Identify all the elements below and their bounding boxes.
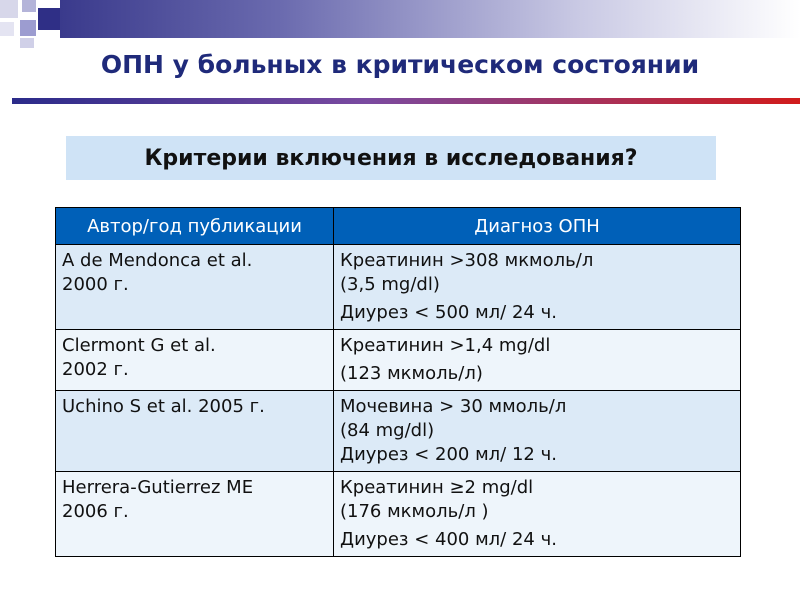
diagnosis-line: (123 мкмоль/л) [340,363,483,384]
criteria-question: Критерии включения в исследования? [66,136,716,180]
author-line: 2002 г. [62,359,129,380]
diagnosis-cell [334,472,741,557]
title-underline [12,98,800,104]
author-cell [56,245,334,330]
diagnosis-line: Креатинин >1,4 mg/dl [340,335,551,356]
decor-square [20,38,34,48]
header-gradient-bar [60,0,800,38]
diagnosis-line: (3,5 mg/dl) [340,274,440,295]
author-line: 2006 г. [62,501,129,522]
author-cell [56,330,334,391]
table-row [56,391,741,472]
decor-square [22,0,36,12]
diagnosis-line: (84 mg/dl) [340,420,435,441]
diagnosis-line: Мочевина > 30 ммоль/л [340,396,567,417]
header-diagnosis: Диагноз ОПН [334,208,741,245]
diagnosis-cell [334,330,741,391]
diagnosis-cell [334,391,741,472]
author-line: Herrera-Gutierrez ME [62,477,254,498]
decor-square [0,0,18,18]
decor-square [38,8,60,30]
author-line: A de Mendonca et al. [62,250,253,271]
table-header-row [56,208,741,245]
decor-square [20,20,36,36]
diagnosis-line: Диурез < 200 мл/ 12 ч. [340,444,557,465]
author-line: 2000 г. [62,274,129,295]
header-author: Автор/год публикации [56,208,334,245]
diagnosis-line: Креатинин ≥2 mg/dl [340,477,534,498]
diagnosis-line: Диурез < 500 мл/ 24 ч. [340,302,557,323]
table-row [56,472,741,557]
diagnosis-cell [334,245,741,330]
author-cell [56,391,334,472]
diagnosis-line: Диурез < 400 мл/ 24 ч. [340,529,557,550]
decor-square [0,22,14,36]
table-row [56,245,741,330]
slide-title: ОПН у больных в критическом состоянии [100,50,700,79]
author-cell [56,472,334,557]
diagnosis-line: (176 мкмоль/л ) [340,501,489,522]
diagnosis-line: Креатинин >308 мкмоль/л [340,250,594,271]
table-row [56,330,741,391]
criteria-table [55,207,741,557]
author-line: Clermont G et al. [62,335,216,356]
author-line: Uchino S et al. 2005 г. [62,396,265,417]
